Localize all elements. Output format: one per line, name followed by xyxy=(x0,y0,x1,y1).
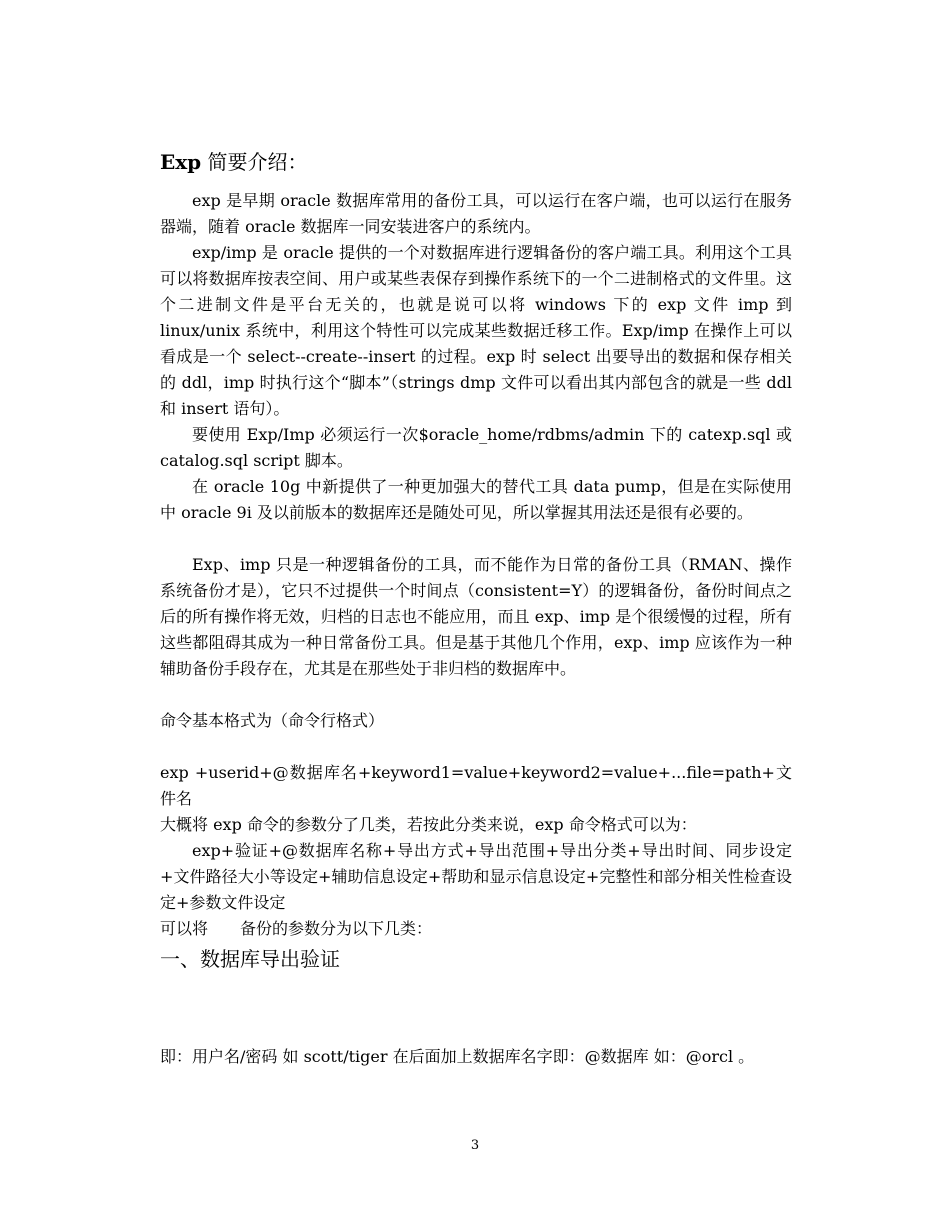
paragraph-catexp-requirement: 要使用 Exp/Imp 必须运行一次$oracle_home/rdbms/admin 下的 catexp.sql 或 catalog.sql script 脚本。 xyxy=(160,425,792,470)
paragraph-auth-example: 即：用户名/密码 如 scott/tiger 在后面加上数据库名字即：@数据库 如：@orcl 。 xyxy=(160,1047,755,1066)
page-body xyxy=(160,148,792,1070)
paragraph-command-structure: exp+验证+@数据库名称+导出方式+导出范围+导出分类+导出时间、同步设定+文件路径大小等设定+辅助信息设定+帮助和显示信息设定+完整性和部分相关性检查设定+参数文件设定 xyxy=(160,841,792,912)
paragraph-parameter-intro: 可以将 备份的参数分为以下几类： xyxy=(160,919,433,938)
paragraph-parameter-categories: 大概将 exp 命令的参数分了几类，若按此分类来说，exp 命令格式可以为： xyxy=(160,815,697,834)
blank-line xyxy=(160,682,792,708)
page-number: 3 xyxy=(470,1138,480,1153)
blank-space xyxy=(160,974,792,1044)
paragraph-command-syntax: exp +userid+@数据库名+keyword1=value+keyword2=value+...file=path+文件名 xyxy=(160,763,792,808)
section-heading xyxy=(160,148,792,176)
blank-line xyxy=(160,734,792,760)
paragraph-command-format-label: 命令基本格式为（命令行格式） xyxy=(160,711,385,730)
heading-bold-part: Exp xyxy=(160,150,202,174)
section-title-export-auth: 一、数据库导出验证 xyxy=(160,947,340,971)
blank-line xyxy=(160,526,792,552)
paragraph-data-pump: 在 oracle 10g 中新提供了一种更加强大的替代工具 data pump，但是在实际使用中 oracle 9i 及以前版本的数据库还是随处可见，所以掌握其用法还是很有必要的。 xyxy=(160,477,792,522)
paragraph-exp-imp-description: exp/imp 是 oracle 提供的一个对数据库进行逻辑备份的客户端工具。利用这个工具可以将数据库按表空间、用户或某些表保存到操作系统下的一个二进制格式的文件里。这个二进制文件是平台无关的，也就是说可以将 windows 下的 exp 文件 imp 到 linux/unix 系统中，利用这个特性可以完成某些数据迁移工作。Exp/imp 在操作上可以看成是一个 select--create--insert 的过程。exp 时 select 出要导出的数据和保存相关的 ddl，imp 时执行这个“脚本”（strings dmp 文件可以看出其内部包含的就是一些 ddl 和 insert 语句）。 xyxy=(160,243,792,418)
paragraph-logical-backup: Exp、imp 只是一种逻辑备份的工具，而不能作为日常的备份工具（RMAN、操作系统备份才是），它只不过提供一个时间点（consistent=Y）的逻辑备份，备份时间点之后的所有操作将无效，归档的日志也不能应用，而且 exp、imp 是个很缓慢的过程，所有这些都阻碍其成为一种日常备份工具。但是基于其他几个作用，exp、imp 应该作为一种辅助备份手段存在，尤其是在那些处于非归档的数据库中。 xyxy=(160,555,792,678)
heading-rest-part: 简要介绍： xyxy=(201,150,308,174)
paragraph-exp-intro: exp 是早期 oracle 数据库常用的备份工具，可以运行在客户端，也可以运行在服务器端，随着 oracle 数据库一同安装进客户的系统内。 xyxy=(160,191,792,236)
